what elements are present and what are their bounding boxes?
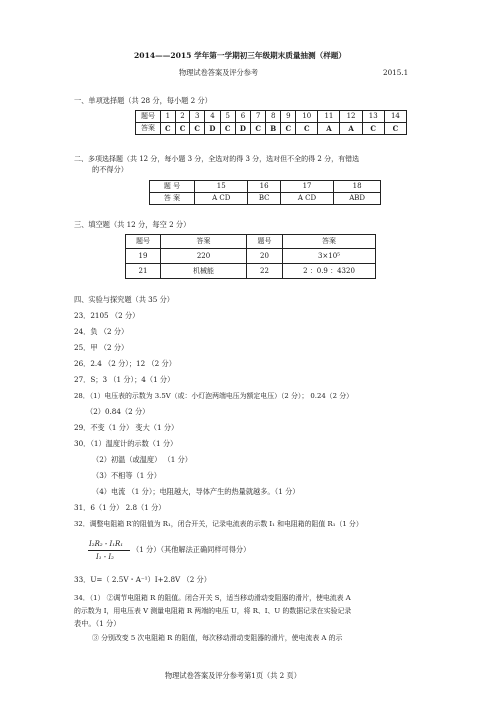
answer-line: （3）不相等（1 分）	[92, 471, 161, 480]
answer-line: 表中。（1 分）	[74, 619, 121, 628]
table-header-cell: 题 号	[150, 181, 195, 193]
answer-line: 29．不变（1 分） 变大（1 分）	[74, 423, 179, 432]
section2-answer-row	[150, 193, 381, 205]
table-cell: 11	[318, 111, 340, 123]
table-header-cell: 答案	[136, 123, 161, 135]
table-row	[126, 264, 376, 279]
table-header-cell: 题号	[126, 235, 161, 249]
table-cell: C	[296, 123, 318, 135]
section1-heading: 一、单项选择题（共 28 分，每小题 2 分）	[74, 96, 212, 105]
table-header-cell: 答案	[283, 235, 376, 249]
section2-heading: 二、多项选择题（共 12 分，每小题 3 分，全选对的得 3 分，选对但不全的得 2 分，有错选	[74, 155, 360, 163]
table-cell: ABD	[334, 193, 381, 205]
answer-line: 32．调整电阻箱 R′的阻值为 R₁，闭合开关，记录电流表的示数 I₁ 和电阻箱的阻值 R₁（1 分）	[74, 520, 363, 528]
section1-number-row	[136, 111, 407, 123]
table-cell: 7	[251, 111, 266, 123]
answer-line: 33．U=（ 2.5V・A⁻¹）I+2.8V （2 分）	[74, 575, 211, 584]
table-cell: 12	[340, 111, 362, 123]
answer-line: （2）初温（或温度） （1 分）	[92, 455, 192, 464]
table-cell: A CD	[280, 193, 333, 205]
table-cell: 1	[161, 111, 176, 123]
table-header-cell: 题号	[136, 111, 161, 123]
table-header-cell: 答 案	[150, 193, 195, 205]
table-cell: 20	[247, 249, 283, 264]
table-cell: A	[340, 123, 362, 135]
table-cell: D	[205, 123, 221, 135]
section3-header-row	[126, 235, 376, 249]
answer-line: 31．6（1 分） 2.8（1 分）	[74, 503, 166, 512]
table-cell: C	[281, 123, 296, 135]
answer-line: 30．（1）温度计的示数（1 分）	[74, 439, 178, 448]
section2-heading-cont: 的不得分）	[92, 165, 128, 174]
section1-answer-row	[136, 123, 407, 135]
answer-line: 27．S；3 （1 分）；4（1 分）	[74, 375, 175, 384]
formula-denominator: I₁ - I₂	[96, 553, 114, 561]
document-subtitle: 物理试卷答案及评分参考	[179, 68, 259, 77]
table-cell: 机械能	[161, 264, 247, 279]
table-cell: BC	[248, 193, 280, 205]
table-cell: 6	[235, 111, 251, 123]
table-cell: 13	[362, 111, 384, 123]
table-cell: C	[190, 123, 205, 135]
table-cell: C	[362, 123, 384, 135]
formula-note: （1 分）（其他解法正确同样可得分）	[132, 545, 251, 554]
table-cell: 220	[161, 249, 247, 264]
table-cell: 8	[266, 111, 281, 123]
table-cell: C	[384, 123, 406, 135]
section2-table	[149, 180, 381, 205]
answer-line: 34．（1） ②调节电阻箱 R 的阻值。闭合开关 S，适当移动滑动变阻器的滑片，使电流表 A	[74, 594, 351, 602]
table-cell: D	[235, 123, 251, 135]
table-cell: C	[175, 123, 190, 135]
table-header-cell: 答案	[161, 235, 247, 249]
table-cell: B	[266, 123, 281, 135]
formula-numerator: I₂R₂ - I₁R₁	[89, 540, 124, 548]
table-cell: 2	[175, 111, 190, 123]
table-cell: 17	[280, 181, 333, 193]
table-cell: 14	[384, 111, 406, 123]
section2-number-row	[150, 181, 381, 193]
table-cell: 5	[220, 111, 235, 123]
answer-line: （2）0.84（2 分）	[86, 407, 150, 416]
section3-table	[125, 234, 376, 279]
document-date: 2015.1	[383, 68, 409, 77]
table-cell: 4	[205, 111, 221, 123]
answer-line: 25．甲 （2 分）	[74, 343, 129, 352]
table-cell: 3	[190, 111, 205, 123]
table-cell: 10	[296, 111, 318, 123]
section4-heading: 四、实验与探究题（共 35 分）	[74, 295, 174, 304]
answer-line: 23．2105 （2 分）	[74, 311, 140, 320]
fraction-bar	[88, 550, 130, 551]
answer-line: （4）电流 （1 分）；电阻越大，导体产生的热量就越多。（1 分）	[92, 487, 300, 496]
answer-line: 24．负 （2 分）	[74, 327, 129, 336]
table-cell: 19	[126, 249, 161, 264]
table-cell: 22	[247, 264, 283, 279]
answer-line: 的示数为 I，用电压表 V 测量电阻箱 R 两端的电压 U，将 R、I、U 的数据记录在实验记录	[74, 607, 352, 615]
answer-line: 28．（1）电压表的示数为 3.5V（或：小灯泡两端电压为额定电压）（2 分）； 0.24（2 分）	[74, 392, 353, 400]
table-cell: 9	[281, 111, 296, 123]
table-cell: C	[220, 123, 235, 135]
table-cell: A CD	[195, 193, 248, 205]
table-cell: 21	[126, 264, 161, 279]
table-cell: 2 ：0.9 ：4320	[283, 264, 376, 279]
answer-line: 26．2.4 （2 分）；12 （2 分）	[74, 359, 176, 368]
table-cell: 3×10⁵	[283, 249, 376, 264]
table-cell: 18	[334, 181, 381, 193]
section1-table	[135, 110, 407, 135]
section3-heading: 三、填空题（共 12 分，每空 2 分）	[74, 220, 191, 229]
table-cell: A	[318, 123, 340, 135]
answer-line: ③ 分别改变 5 次电阻箱 R 的阻值，每次移动滑动变阻器的滑片，使电流表 A 的示	[92, 634, 343, 642]
document-title: 2014——2015 学年第一学期初三年级期末质量抽测（样题）	[134, 51, 346, 60]
table-cell: C	[251, 123, 266, 135]
table-cell: 15	[195, 181, 248, 193]
table-cell: 16	[248, 181, 280, 193]
table-cell: C	[161, 123, 176, 135]
table-row	[126, 249, 376, 264]
table-header-cell: 题号	[247, 235, 283, 249]
page-footer: 物理试卷答案及评分参考第1页（共 2 页）	[165, 671, 301, 680]
